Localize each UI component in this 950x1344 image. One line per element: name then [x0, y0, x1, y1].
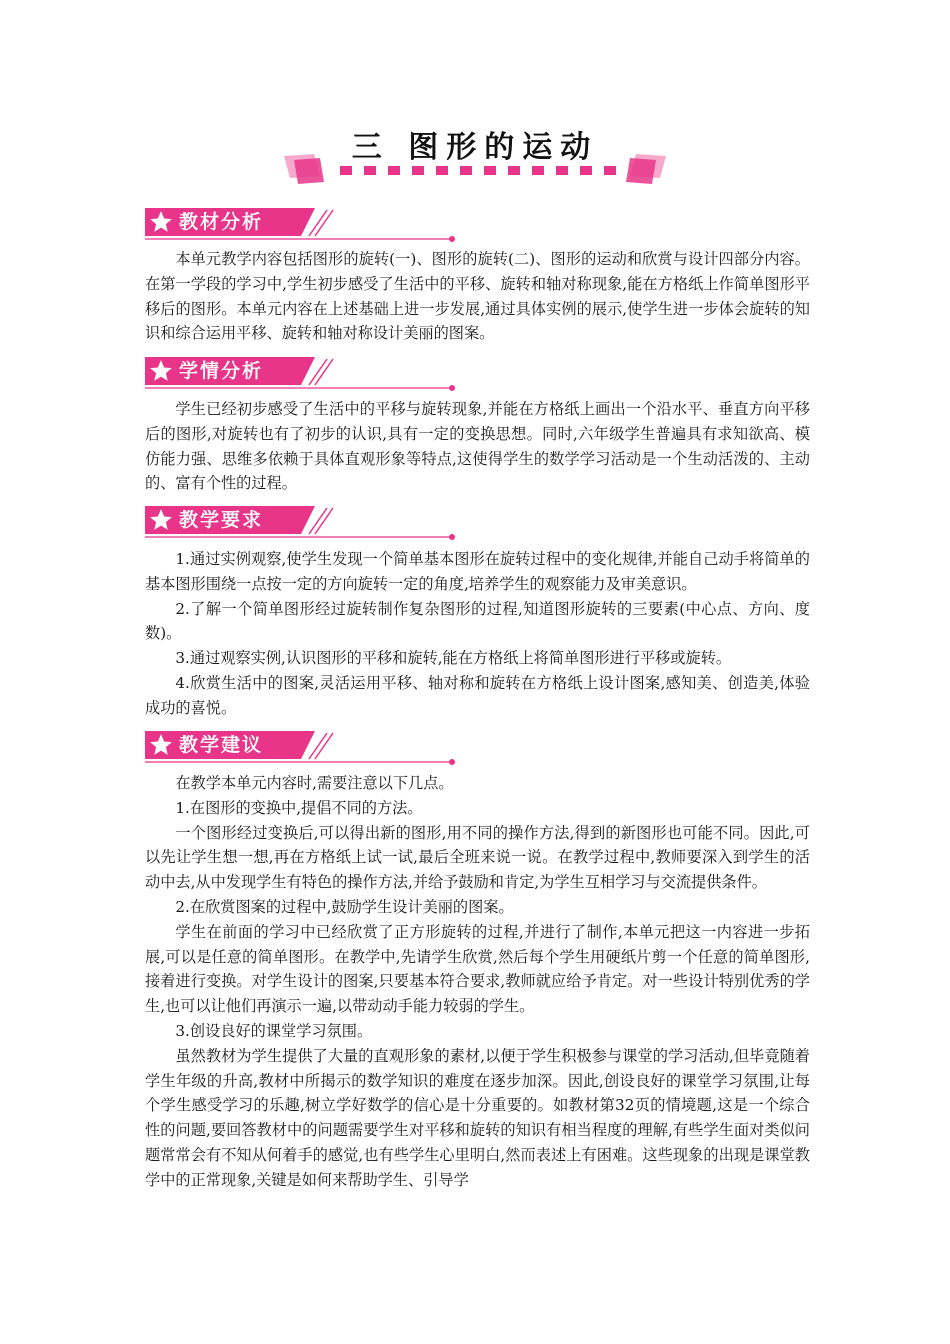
section-body-suggestions [145, 771, 810, 1193]
section-body-analysis [145, 247, 810, 346]
paragraph: 4.欣赏生活中的图案,灵活运用平移、轴对称和旋转在方格纸上设计图案,感知美、创造美,体验成功的喜悦。 [145, 673, 810, 717]
section-header-learners [145, 357, 465, 395]
section-heading: 学情分析 [179, 360, 264, 382]
star-icon [148, 209, 174, 235]
section-heading: 教学要求 [179, 509, 264, 531]
title-decoration [280, 152, 670, 188]
paragraph: 学生在前面的学习中已经欣赏了正方形旋转的过程,并进行了制作,本单元把这一内容进一步拓展,可以是任意的简单图形。在教学中,先请学生欣赏,然后每个学生用硬纸片剪一个任意的简单图形,接着进行变换。对学生设计的图案,只要基本符合要求,教师就应给予肯定。对一些设计特别优秀的学生,也可以让他们再演示一遍,以带动动手能力较弱的学生。 [145, 922, 810, 1016]
section-header-suggestions [145, 731, 465, 769]
section-header-requirements [145, 506, 465, 544]
star-icon [148, 507, 174, 533]
paragraph: 1.在图形的变换中,提倡不同的方法。 [175, 798, 423, 817]
paragraph: 学生已经初步感受了生活中的平移与旋转现象,并能在方格纸上画出一个沿水平、垂直方向平移后的图形,对旋转也有了初步的认识,具有一定的变换思想。同时,六年级学生普遍具有求知欲高、模仿能力强、思维多依赖于具体直观形象等特点,这使得学生的数学学习活动是一个生动活泼的、主动的、富有个性的过程。 [145, 400, 810, 493]
star-icon [148, 358, 174, 384]
paragraph: 3.通过观察实例,认识图形的平移和旋转,能在方格纸上将简单图形进行平移或旋转。 [175, 649, 732, 668]
paragraph: 3.创设良好的课堂学习氛围。 [175, 1021, 373, 1040]
paragraph: 2.在欣赏图案的过程中,鼓励学生设计美丽的图案。 [175, 897, 514, 916]
paragraph: 本单元教学内容包括图形的旋转(一)、图形的旋转(二)、图形的运动和欣赏与设计四部分内容。在第一学段的学习中,学生初步感受了生活中的平移、旋转和轴对称现象,能在方格纸上作简单图形平移后的图形。本单元内容在上述基础上进一步发展,通过具体实例的展示,使学生进一步体会旋转的知识和综合运用平移、旋转和轴对称设计美丽的图案。 [145, 250, 810, 343]
paragraph: 1.通过实例观察,使学生发现一个简单基本图形在旋转过程中的变化规律,并能自己动手将简单的基本图形围绕一点按一定的方向旋转一定的角度,培养学生的观察能力及审美意识。 [145, 550, 810, 593]
page-title: 三 图形的运动 [351, 130, 599, 165]
section-heading: 教材分析 [179, 211, 264, 233]
section-header-analysis [145, 208, 465, 246]
star-icon [148, 732, 174, 758]
paragraph: 一个图形经过变换后,可以得出新的图形,用不同的操作方法,得到的新图形也可能不同。因此,可以先让学生想一想,再在方格纸上试一试,最后全班来说一说。在教学过程中,教师要深入到学生的活动中去,从中发现学生有特色的操作方法,并给予鼓励和肯定,为学生互相学习与交流提供条件。 [145, 823, 810, 892]
section-body-learners [145, 397, 810, 496]
paragraph: 2.了解一个简单图形经过旋转制作复杂图形的过程,知道图形旋转的三要素(中心点、方向、度数)。 [145, 599, 810, 643]
section-body-requirements [145, 547, 810, 721]
section-heading: 教学建议 [179, 734, 264, 756]
paragraph: 在教学本单元内容时,需要注意以下几点。 [175, 774, 454, 792]
paragraph: 虽然教材为学生提供了大量的直观形象的素材,以便于学生积极参与课堂的学习活动,但毕竟随着学生年级的升高,教材中所揭示的数学知识的难度在逐步加深。因此,创设良好的课堂学习氛围,让每个学生感受学习的乐趣,树立学好数学的信心是十分重要的。如教材第32页的情境题,这是一个综合性的问题,要回答教材中的问题需要学生对平移和旋转的知识有相当程度的理解,有些学生面对类似问题常常会有不知从何着手的感觉,也有些学生心里明白,然而表述上有困难。这些现象的出现是课堂教学中的正常现象,关键是如何来帮助学生、引导学 [145, 1046, 810, 1189]
